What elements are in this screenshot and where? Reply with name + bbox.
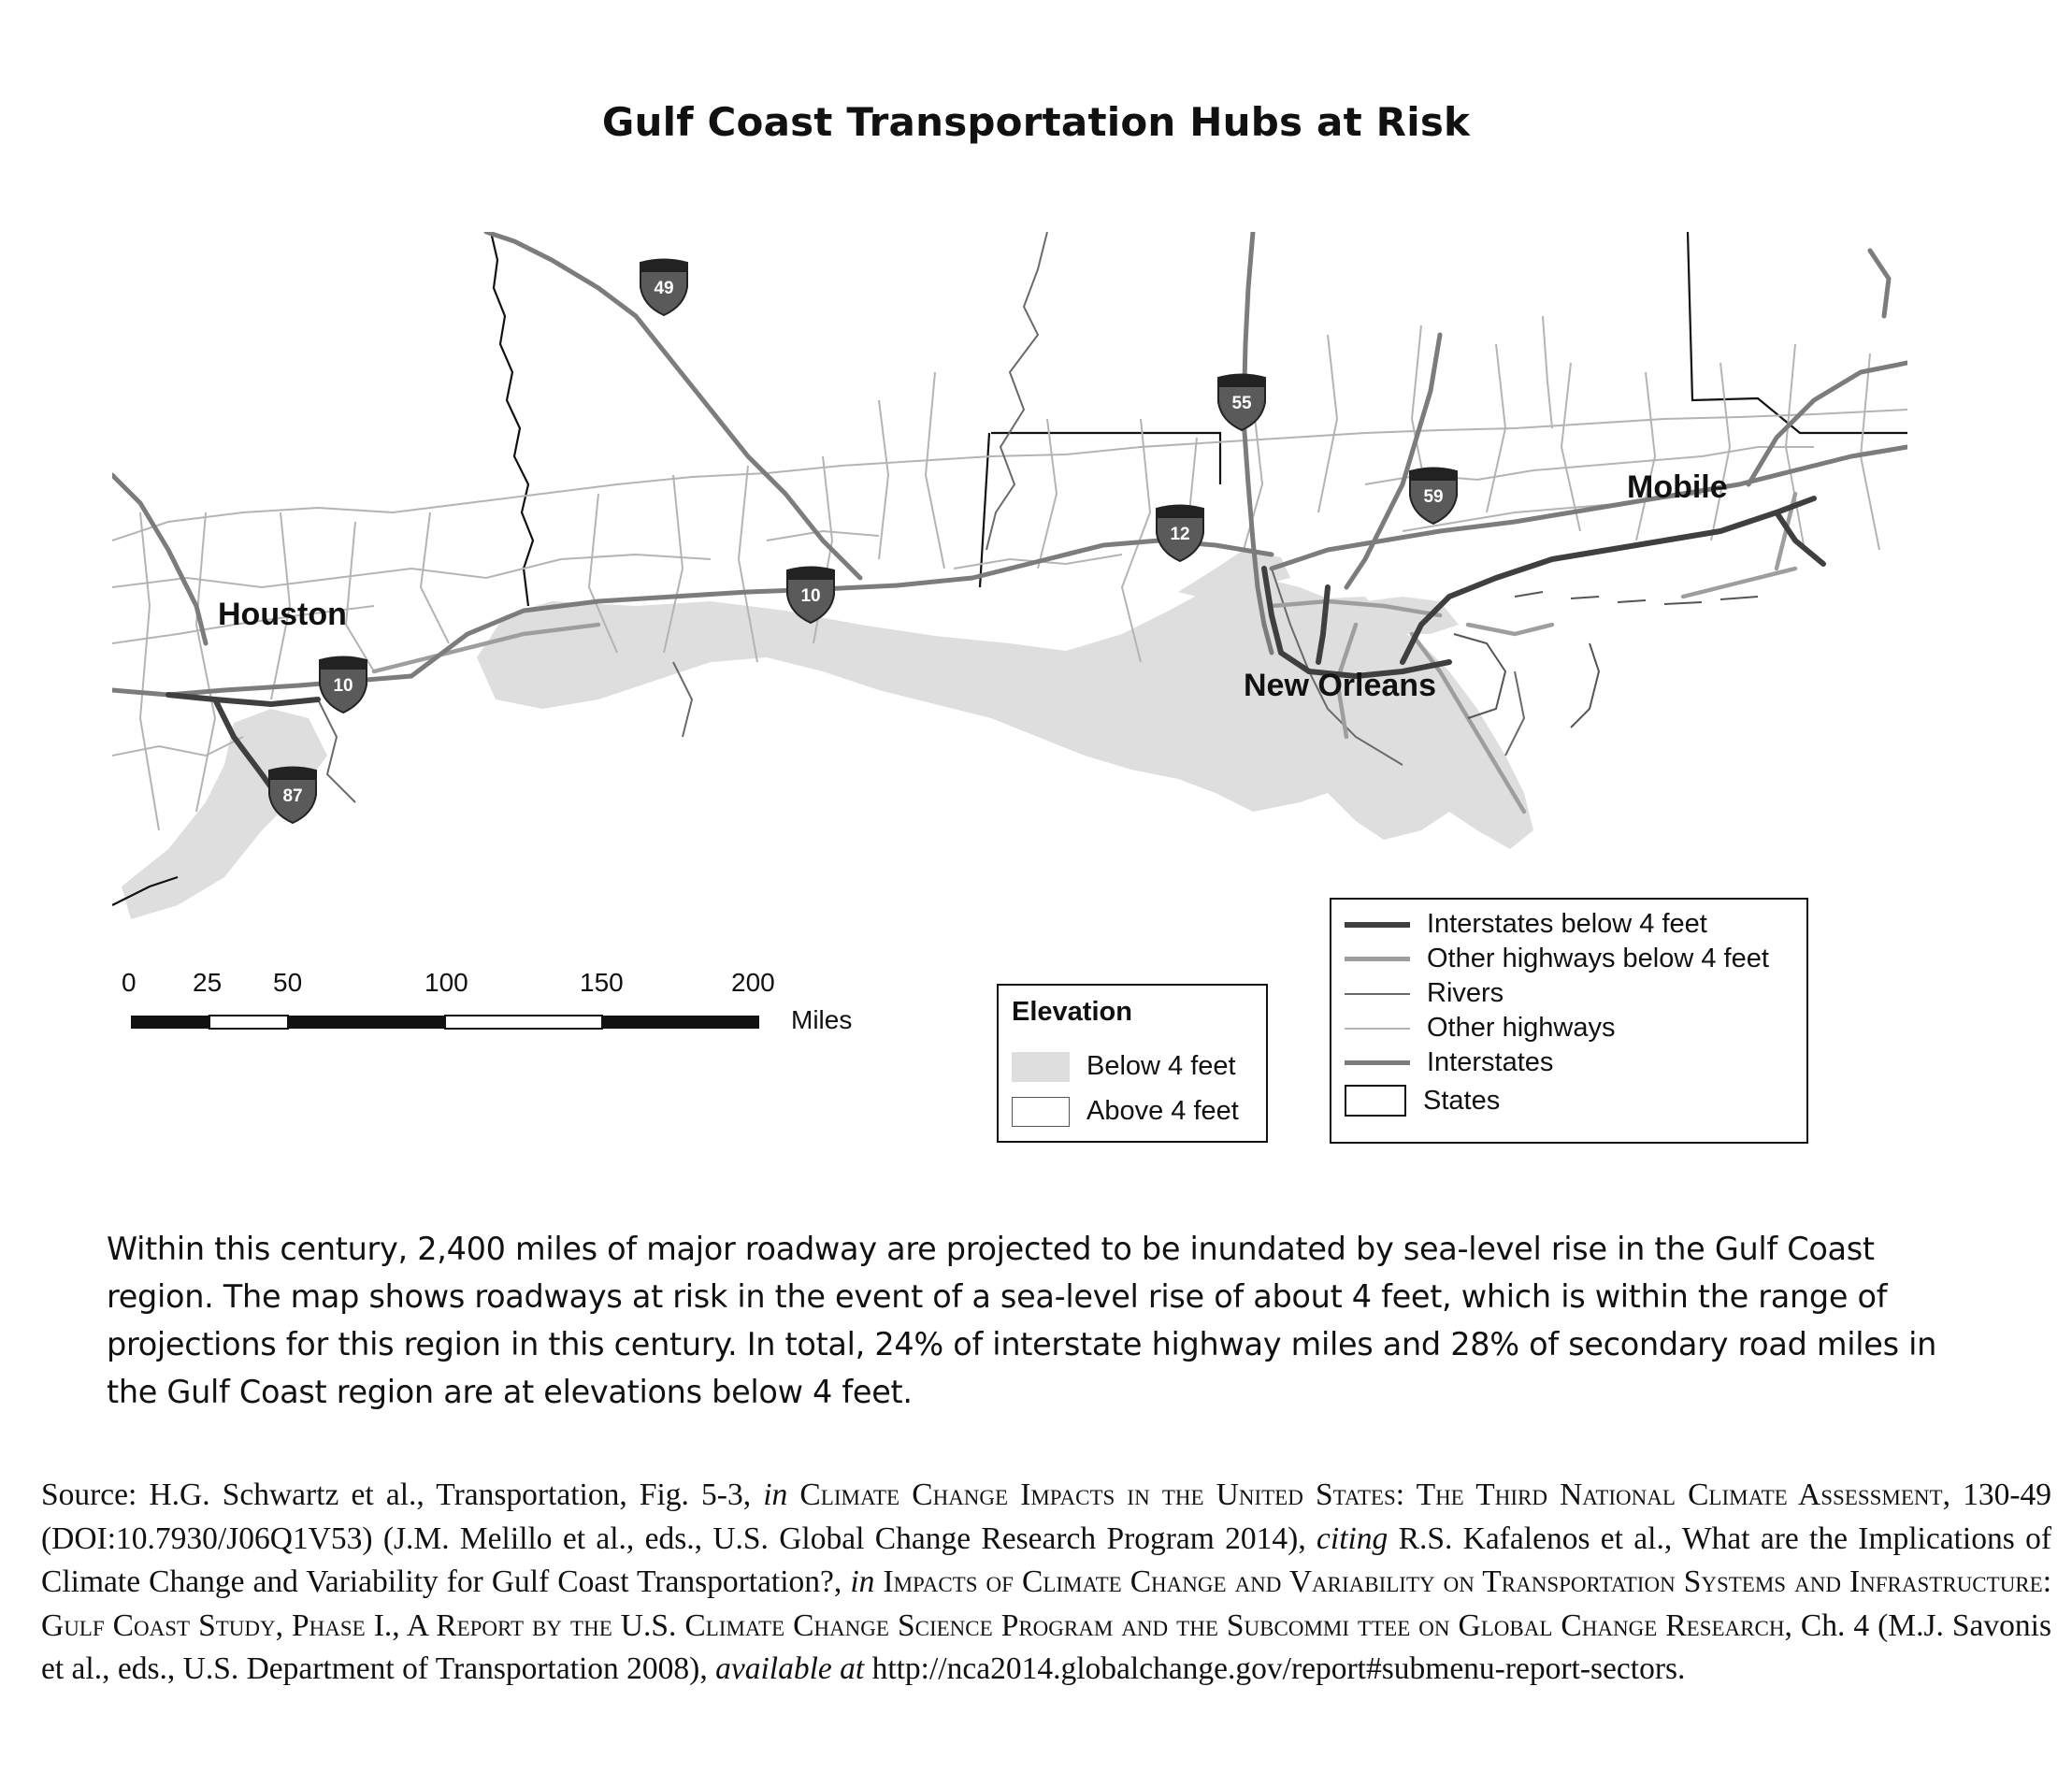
shield-number: 49 xyxy=(654,279,674,298)
other-highways xyxy=(112,316,1907,830)
shield-number: 87 xyxy=(282,786,303,806)
source-text: http://nca2014.globalchange.gov/report#submenu-report-sectors. xyxy=(864,1651,1686,1686)
below-4ft-swatch xyxy=(1012,1052,1070,1082)
legend-item-interstates xyxy=(1345,1047,1553,1078)
city-label-mobile: Mobile xyxy=(1627,469,1728,505)
gulf-coast-map xyxy=(112,232,1907,924)
interstate-shield-10 xyxy=(320,657,367,714)
scale-tick-50: 50 xyxy=(273,969,303,997)
interstate-shield-59 xyxy=(1410,468,1457,525)
scale-bar xyxy=(118,969,885,1044)
scale-tick-25: 25 xyxy=(193,969,223,997)
legend-label: Below 4 feet xyxy=(1086,1051,1236,1081)
map-caption: Within this century, 2,400 miles of major roadway are projected to be inundated by sea-level rise in the Gulf Coast region. The map shows roadways at risk in the event of a sea-level rise of about 4 feet, which is within the range of projections for this region in this century. In total, 24% of interstate highway miles and 28% of secondary road miles in the Gulf Coast region are at elevations below 4 feet. xyxy=(107,1231,1937,1410)
source-text: , 130-49 (DOI:10.7930/J06Q1V53) (J.M. Melillo et al., eds., U.S. Global Change Research Program 2014), xyxy=(41,1478,2052,1556)
legend-item-other-highways-below xyxy=(1345,944,1769,974)
map-title: Gulf Coast Transportation Hubs at Risk xyxy=(601,99,1471,145)
source-text: , Ch. 4 (M.J. Savonis et al., eds., U.S. Department of Transportation 2008), xyxy=(41,1607,2051,1686)
shield-number: 10 xyxy=(333,676,353,696)
shield-number: 59 xyxy=(1423,487,1444,507)
scale-unit: Miles xyxy=(791,1005,853,1034)
other-highways-below-swatch xyxy=(1345,957,1410,961)
interstates-swatch xyxy=(1345,1060,1410,1065)
legend-item-below-4ft xyxy=(1012,1051,1236,1082)
shield-number: 12 xyxy=(1170,525,1190,544)
city-label-houston: Houston xyxy=(218,597,347,632)
road-legend xyxy=(1330,898,1808,1144)
scale-segment-5 xyxy=(602,1016,759,1029)
interstate-shield-12 xyxy=(1157,506,1203,562)
legend-label: Rivers xyxy=(1427,978,1504,1008)
source-small-caps: Climate Change Impacts in the United States: The Third National Climate Assessment xyxy=(787,1478,1943,1512)
source-text: R.S. Kafalenos et al., What are the Implications of Climate Change and Variability for Gulf Coast Transportation?, xyxy=(41,1521,2051,1599)
legend-label: Other highways below 4 feet xyxy=(1427,944,1769,973)
barrier-islands xyxy=(1454,592,1758,728)
source-text: Source: H.G. Schwartz et al., Transportation, Fig. 5-3, xyxy=(41,1478,764,1512)
scale-tick-0: 0 xyxy=(122,969,137,997)
scale-segment-2 xyxy=(209,1016,288,1029)
source-italic: available at xyxy=(715,1651,865,1686)
source-citation xyxy=(41,1474,2051,1692)
legend-item-above-4ft xyxy=(1012,1096,1239,1127)
shield-number: 55 xyxy=(1231,394,1252,413)
scale-segment-1 xyxy=(131,1016,209,1029)
legend-item-rivers xyxy=(1345,978,1504,1009)
scale-segment-3 xyxy=(288,1016,445,1029)
legend-label: Above 4 feet xyxy=(1086,1096,1239,1126)
scale-tick-150: 150 xyxy=(580,969,624,997)
legend-label: States xyxy=(1423,1085,1501,1116)
elevation-legend-title: Elevation xyxy=(1012,997,1132,1027)
interstates-below-swatch xyxy=(1345,922,1410,928)
scale-tick-200: 200 xyxy=(731,969,775,997)
source-italic: in xyxy=(850,1564,875,1599)
shield-number: 10 xyxy=(800,586,821,606)
elevation-legend xyxy=(997,984,1268,1143)
source-italic: citing xyxy=(1317,1521,1389,1556)
above-4ft-swatch xyxy=(1012,1097,1070,1127)
rivers-swatch xyxy=(1345,993,1410,995)
interstate-shield-55 xyxy=(1218,375,1265,431)
legend-item-other-highways xyxy=(1345,1013,1616,1044)
scale-tick-100: 100 xyxy=(424,969,468,997)
legend-label: Other highways xyxy=(1427,1013,1616,1043)
scale-segment-4 xyxy=(445,1016,602,1029)
legend-item-states xyxy=(1345,1085,1500,1117)
interstates xyxy=(112,232,1907,695)
other-highways-swatch xyxy=(1345,1028,1410,1030)
states-swatch xyxy=(1345,1085,1406,1117)
source-small-caps: Impacts of Climate Change and Variability on Transportation Systems and Infrastructure: Gulf Coast Study, Phase I., A Report by the U.S. Climate Change Science Program and the Subcommi ttee on Global Change Research xyxy=(41,1564,2051,1643)
city-label-new-orleans: New Orleans xyxy=(1244,668,1436,703)
source-italic: in xyxy=(763,1478,788,1512)
legend-label: Interstates xyxy=(1427,1047,1554,1077)
legend-label: Interstates below 4 feet xyxy=(1427,909,1707,939)
interstate-shield-49 xyxy=(640,260,687,316)
legend-item-interstates-below xyxy=(1345,909,1707,940)
